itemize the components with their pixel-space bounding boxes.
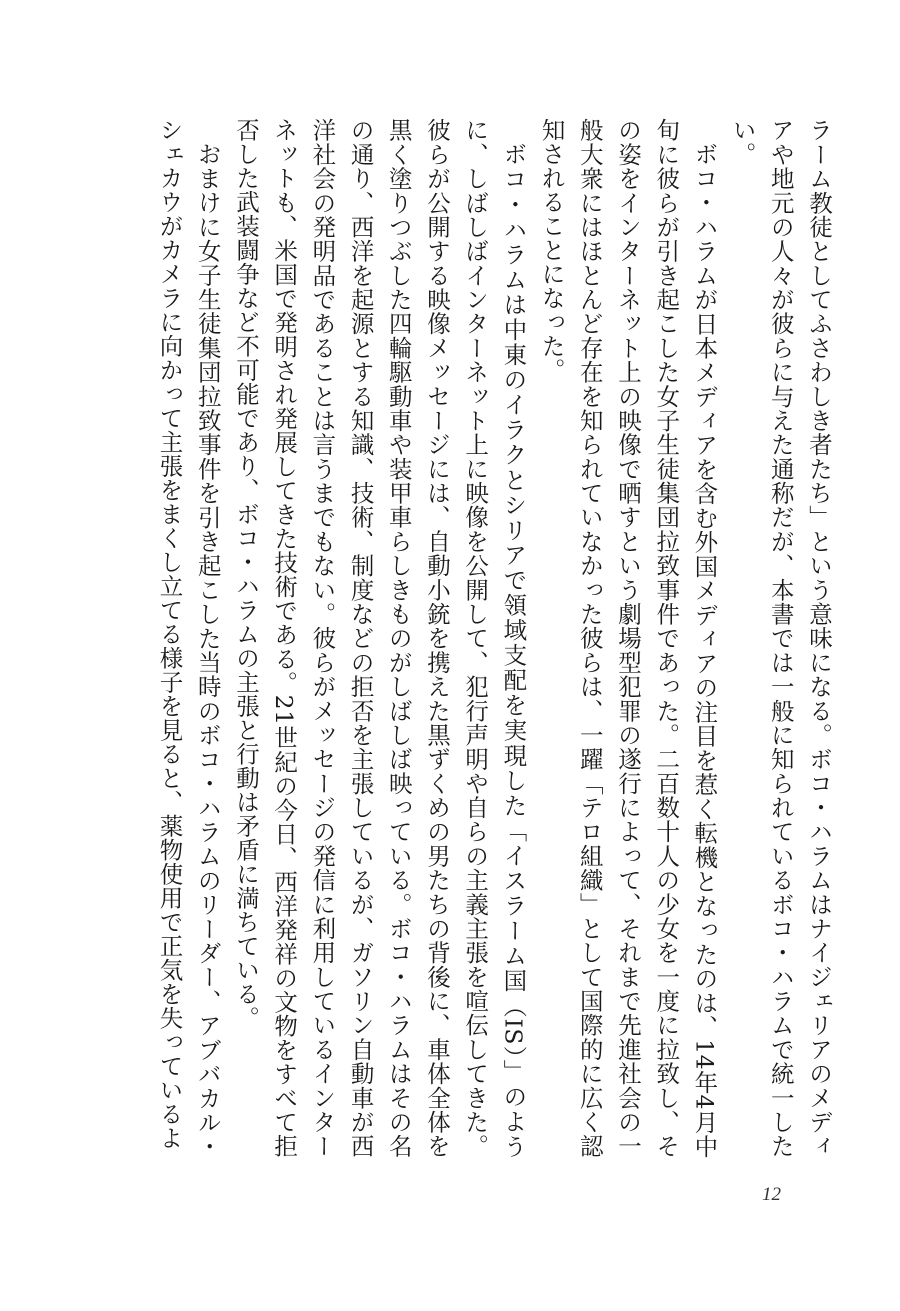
paragraph-4: おまけに女子生徒集団拉致事件を引き起こした当時のボコ・ハラムのリーダー、アブバカル・シェカウがカメラに向かって主張をまくし立てる様子を見ると、薬物使用で正気を失っているよ (155, 118, 222, 1158)
paragraph-2: ボコ・ハラムが日本メディアを含む外国メディアの注目を惹く転機となったのは、14年4月中旬に彼らが引き起こした女子生徒集団拉致事件であった。二百数十人の少女を一度に拉致し、その姿をインターネット上の映像で晒すという劇場型犯罪の遂行によって、それまで先進社会の一般大衆にはほとんど存在を知られていなかった彼らは、一躍「テロ組織」として国際的に広く認知されることになった。 (537, 118, 719, 1158)
paragraph-1: ラーム教徒としてふさわしき者たち」という意味になる。ボコ・ハラムはナイジェリアのメディアや地元の人々が彼らに与えた通称だが、本書では一般に知られているボコ・ハラムで統一したい。 (728, 118, 833, 1158)
page-number: 12 (762, 1184, 781, 1205)
vertical-text-body (118, 118, 838, 1158)
paragraph-3: ボコ・ハラムは中東のイラクとシリアで領域支配を実現した「イスラーム国（IS）」のように、しばしばインターネット上に映像を公開して、犯行声明や自らの主義主張を喧伝してきた。彼らが公開する映像メッセージには、自動小銃を携えた黒ずくめの男たちの背後に、車体全体を黒く塗りつぶした四輪駆動車や装甲車らしきものがしばしば映っている。ボコ・ハラムはその名の通り、西洋を起源とする知識、技術、制度などの拒否を主張しているが、ガソリン自動車が西洋社会の発明品であることは言うまでもない。彼らがメッセージの発信に利用しているインターネットも、米国で発明され発展してきた技術である。21世紀の今日、西洋発祥の文物をすべて拒否した武装闘争など不可能であり、ボコ・ハラムの主張と行動は矛盾に満ちている。 (231, 118, 528, 1159)
